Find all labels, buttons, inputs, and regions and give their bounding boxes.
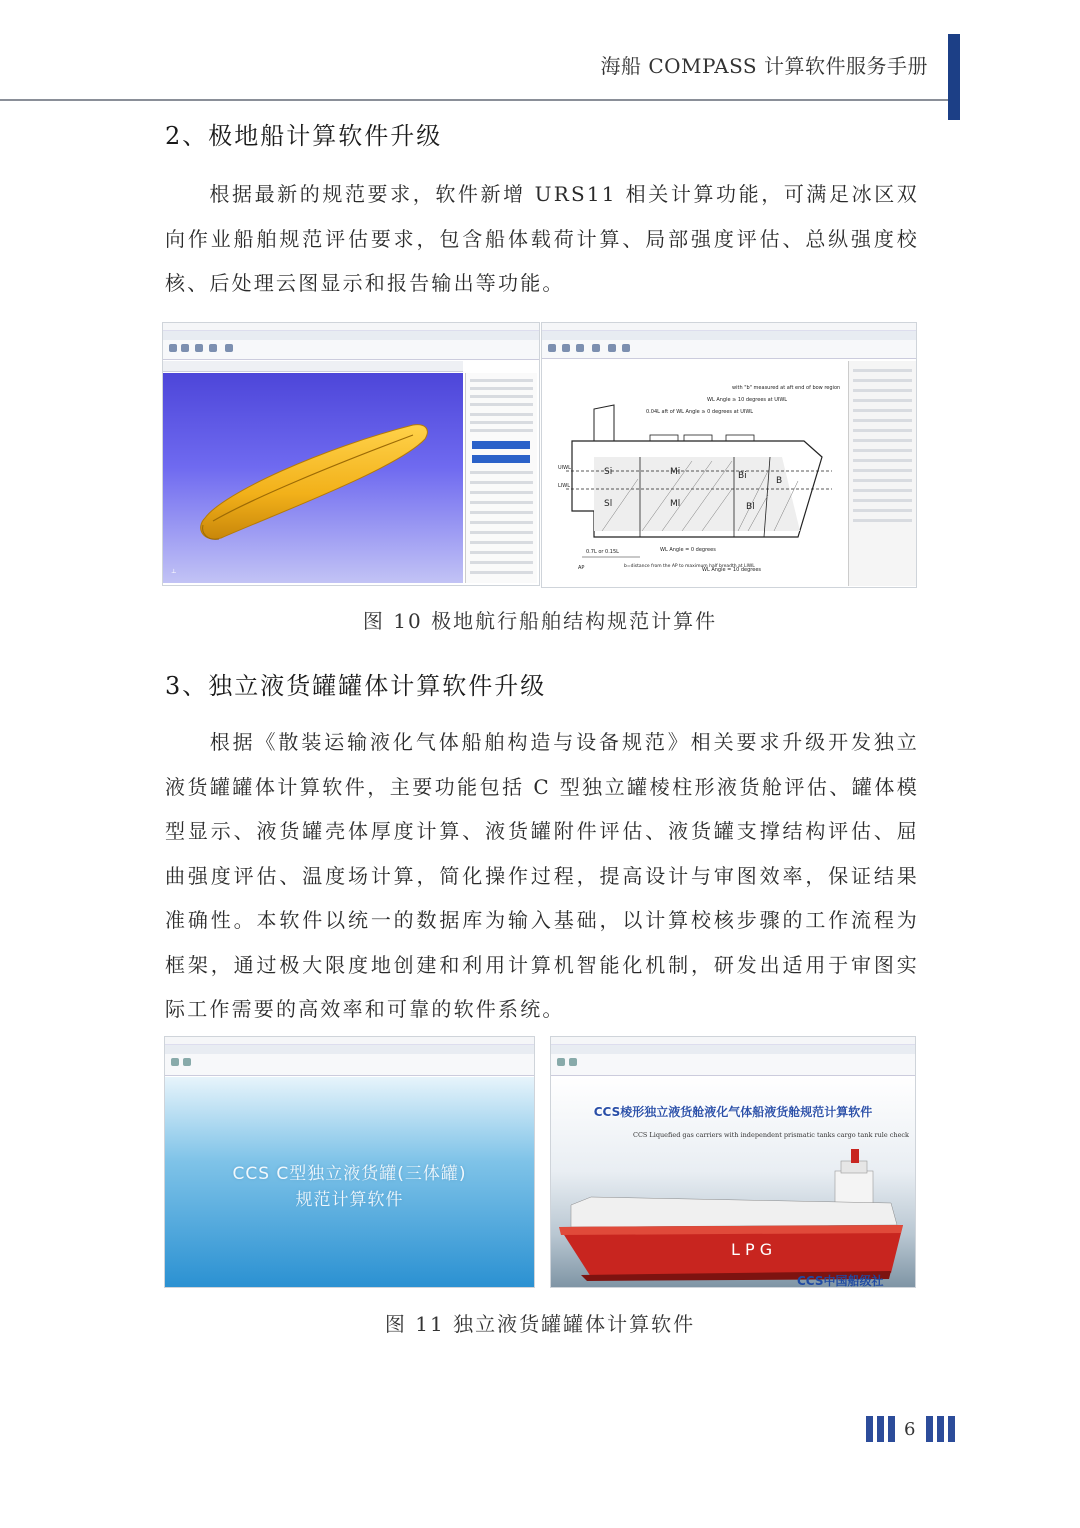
- figure10-screenshot-3d-model: [162, 322, 540, 586]
- splash-left-title-line1: CCS C型独立液货罐(三体罐): [232, 1164, 467, 1184]
- svg-text:with "b" measured at aft end o: with "b" measured at aft end of bow region: [732, 385, 841, 391]
- svg-text:WL Angle ≥ 10 degrees at UIWL: WL Angle ≥ 10 degrees at UIWL: [707, 397, 788, 403]
- figure11-splash-left: [164, 1036, 535, 1288]
- svg-text:Mi: Mi: [670, 467, 681, 477]
- svg-text:UIWL: UIWL: [558, 465, 571, 471]
- svg-text:⊥: ⊥: [171, 568, 177, 575]
- 3d-viewport[interactable]: [163, 373, 463, 583]
- svg-text:WL Angle = 10 degrees: WL Angle = 10 degrees: [702, 567, 761, 573]
- hull-region-diagram: [542, 361, 847, 586]
- header-rule: [0, 99, 948, 101]
- figure11-caption: 图 11 独立液货罐罐体计算软件: [384, 1312, 696, 1336]
- parameter-panel[interactable]: [848, 361, 916, 586]
- section-paragraph-polar: 根据最新的规范要求，软件新增 URS11 相关计算功能，可满足冰区双向作业船舶规范评估要求，包含船体载荷计算、局部强度评估、总纵强度校核、后处理云图显示和报告输出等功能。: [165, 182, 919, 295]
- svg-text:0.7L or 0.15L: 0.7L or 0.15L: [586, 549, 619, 555]
- header-accent-bar: [948, 34, 960, 120]
- svg-text:AP: AP: [578, 565, 585, 571]
- svg-text:Bl: Bl: [746, 502, 755, 512]
- running-header-title: 海船 COMPASS 计算软件服务手册: [600, 54, 928, 78]
- svg-text:WL Angle = 0 degrees: WL Angle = 0 degrees: [660, 547, 716, 553]
- ccs-logo: CCS中国船级社: [797, 1274, 884, 1288]
- svg-text:Si: Si: [604, 467, 613, 477]
- hull-lettering: L P G: [731, 1240, 773, 1259]
- splash-right-subtitle: CCS Liquefied gas carriers with independent prismatic tanks cargo tank rule check: [632, 1131, 909, 1139]
- splash-left-title-line2: 规范计算软件: [295, 1190, 404, 1210]
- section-heading-tank: 3、独立液货罐罐体计算软件升级: [165, 672, 547, 700]
- property-panel[interactable]: [465, 373, 537, 583]
- figure11-splash-right: [550, 1036, 916, 1288]
- lpg-ship-illustration: [551, 1077, 916, 1288]
- svg-text:B: B: [776, 476, 783, 486]
- svg-text:LIWL: LIWL: [558, 483, 570, 489]
- svg-text:0.04L aft of WL Angle ≥ 0 degr: 0.04L aft of WL Angle ≥ 0 degrees at UIWL: [646, 409, 754, 415]
- section-heading-polar: 2、极地船计算软件升级: [165, 122, 443, 150]
- svg-text:Ml: Ml: [670, 499, 681, 509]
- section-paragraph-tank: 根据《散装运输液化气体船舶构造与设备规范》相关要求升级开发独立液货罐罐体计算软件，主要功能包括 C 型独立罐棱柱形液货舱评估、罐体模型显示、液货罐壳体厚度计算、液货罐附件评估、液货罐支撑结构评估、屈曲强度评估、温度场计算，简化操作过程，提高设计与审图效率，保证结果准确性。本软件以统一的数据库为输入基础，以计算校核步骤的工作流程为框架，通过极大限度地创建和利用计算机智能化机制，研发出适用于审图实际工作需要的高效率和可靠的软件系统。: [165, 730, 919, 1021]
- svg-text:Bi: Bi: [738, 471, 747, 481]
- figure10-screenshot-diagram: [541, 322, 917, 588]
- figure10-caption: 图 10 极地航行船舶结构规范计算件: [362, 609, 718, 633]
- svg-text:b=distance from the AP to maxi: b=distance from the AP to maximum half breadth at LIWL: [624, 564, 755, 569]
- splash-right-title: CCS棱形独立液货舱液化气体船液货舱规范计算软件: [593, 1105, 873, 1119]
- page-number: 6: [904, 1419, 916, 1440]
- svg-text:Sl: Sl: [604, 499, 613, 509]
